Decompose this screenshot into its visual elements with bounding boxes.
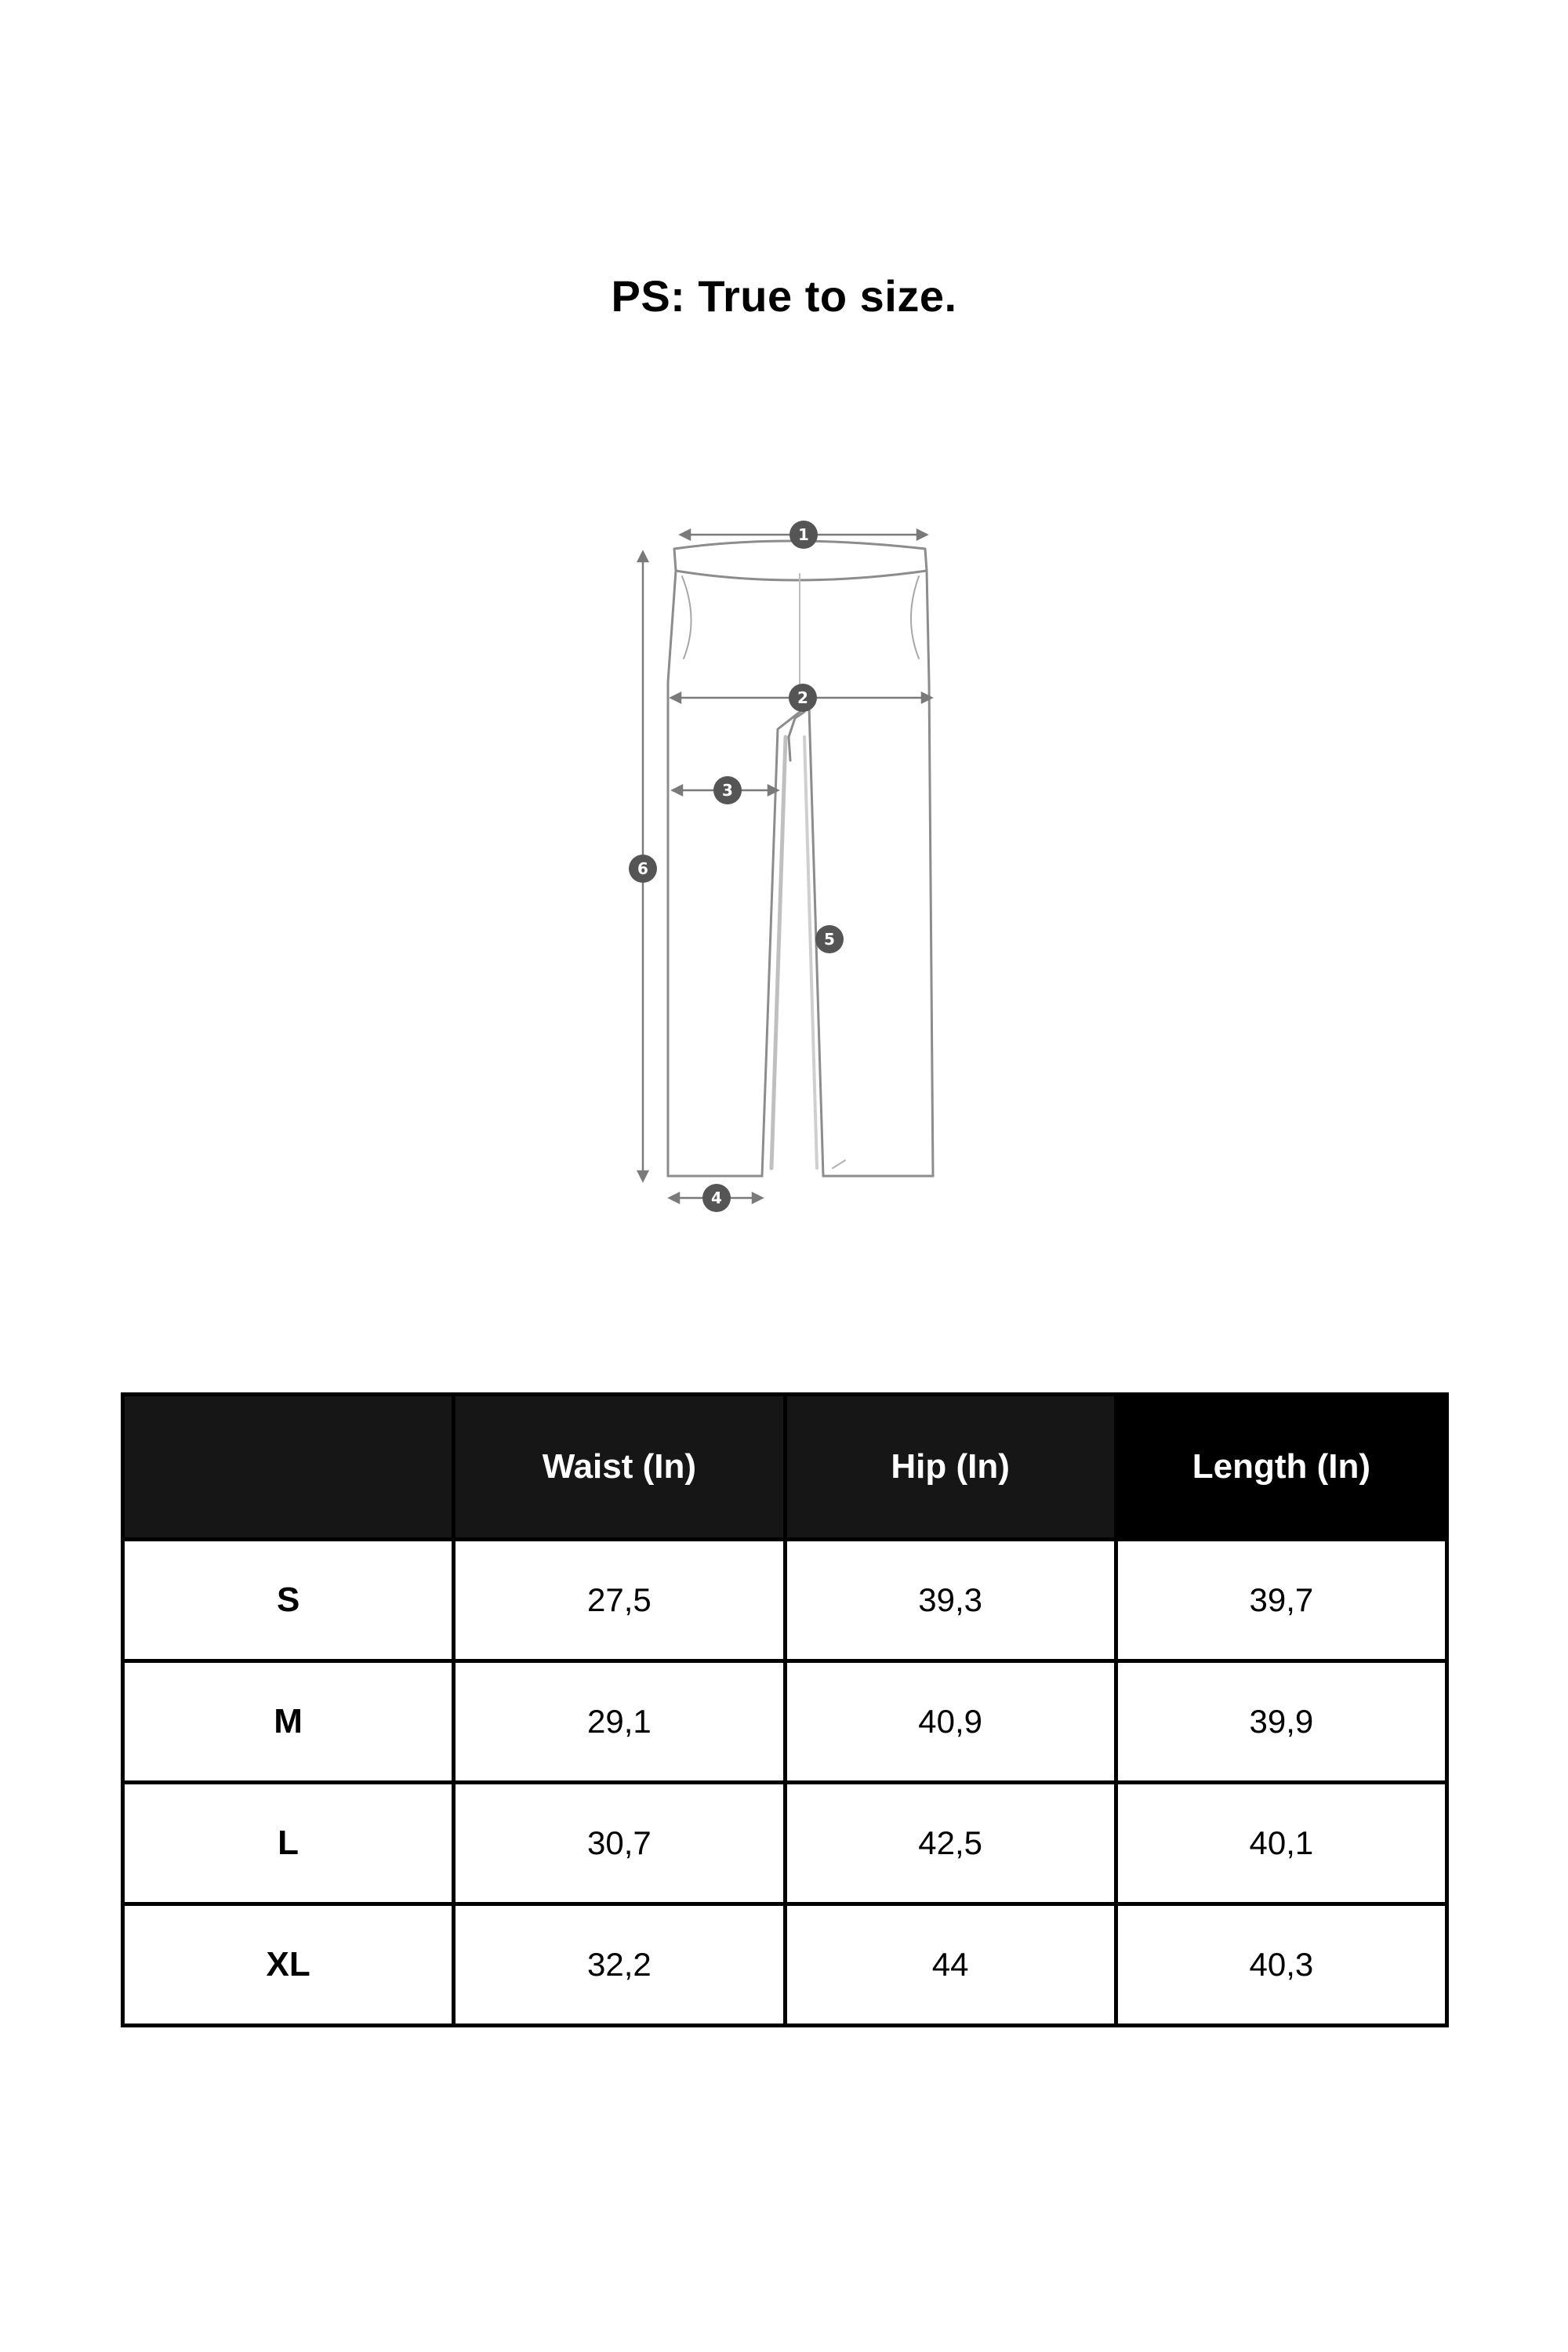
pants-outline-icon (612, 502, 941, 1223)
table-header-row (123, 1395, 1447, 1540)
header-waist: Waist (In) (454, 1395, 785, 1540)
marker-3-icon (713, 776, 742, 804)
waist-cell: 29,1 (454, 1661, 785, 1783)
svg-text:3: 3 (722, 781, 733, 800)
hip-cell: 40,9 (785, 1661, 1116, 1783)
waist-cell: 27,5 (454, 1540, 785, 1661)
size-cell: M (123, 1661, 454, 1783)
header-size (123, 1395, 454, 1540)
header-length: Length (In) (1116, 1395, 1446, 1540)
marker-1-icon (789, 521, 818, 549)
table-row (123, 1540, 1447, 1661)
length-cell: 39,7 (1116, 1540, 1446, 1661)
svg-text:4: 4 (711, 1189, 722, 1207)
size-cell: XL (123, 1904, 454, 2026)
svg-text:5: 5 (824, 930, 835, 949)
size-chart-table (121, 1392, 1449, 2027)
marker-2-icon (789, 684, 817, 712)
length-cell: 39,9 (1116, 1661, 1446, 1783)
svg-text:6: 6 (637, 859, 648, 878)
hip-cell: 42,5 (785, 1783, 1116, 1904)
table-row (123, 1661, 1447, 1783)
marker-6-icon (629, 855, 657, 883)
length-cell: 40,3 (1116, 1904, 1446, 2026)
pants-measurement-diagram (612, 502, 941, 1223)
svg-text:2: 2 (797, 688, 808, 707)
waist-cell: 30,7 (454, 1783, 785, 1904)
svg-text:1: 1 (798, 525, 809, 544)
table-row (123, 1783, 1447, 1904)
hip-cell: 44 (785, 1904, 1116, 2026)
size-cell: L (123, 1783, 454, 1904)
header-hip: Hip (In) (785, 1395, 1116, 1540)
length-cell: 40,1 (1116, 1783, 1446, 1904)
marker-5-icon (815, 925, 844, 953)
hip-cell: 39,3 (785, 1540, 1116, 1661)
size-cell: S (123, 1540, 454, 1661)
marker-4-icon (702, 1184, 731, 1212)
table-row (123, 1904, 1447, 2026)
waist-cell: 32,2 (454, 1904, 785, 2026)
size-note: PS: True to size. (611, 271, 957, 321)
